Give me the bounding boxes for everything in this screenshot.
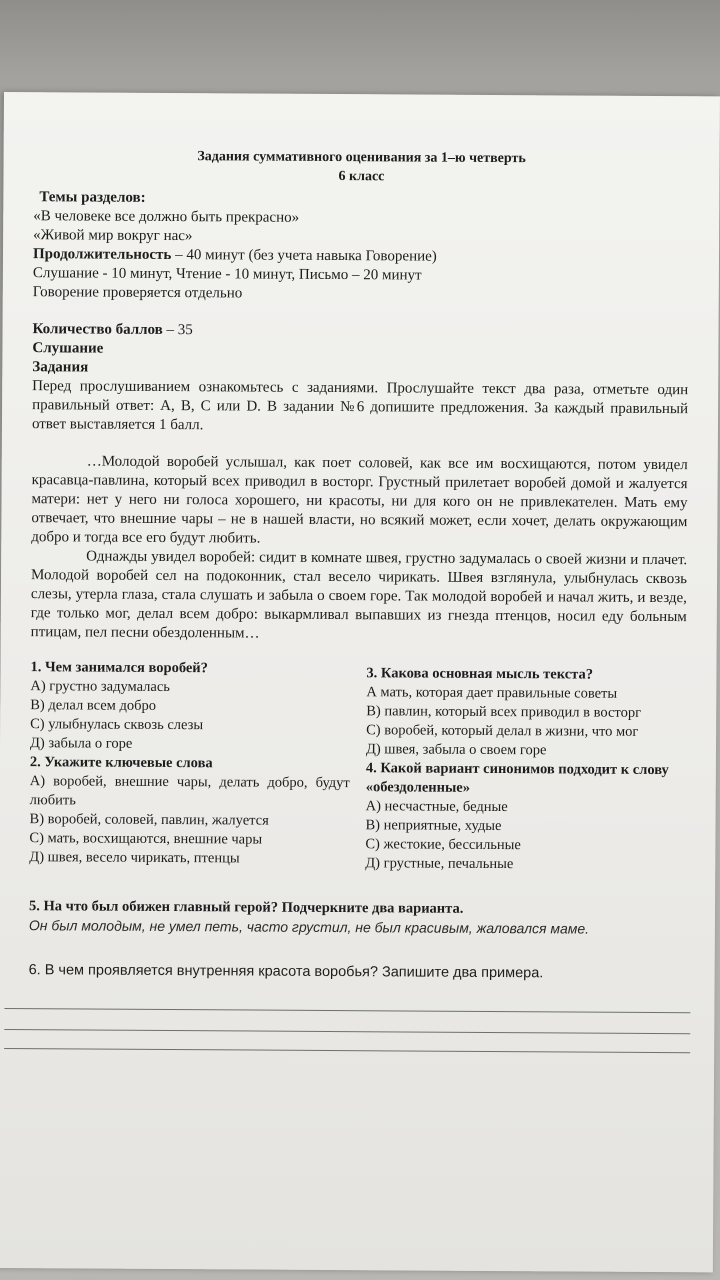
q4-option-a: А) несчастные, бедные — [365, 798, 508, 816]
q3-option-d: Д) швея, забыла о своем горе — [365, 741, 547, 759]
answer-line-1[interactable] — [4, 1008, 690, 1013]
score-text: – 35 — [162, 321, 193, 339]
score-line — [32, 320, 688, 343]
q5-answer-text: Он был молодым, не умел петь, часто грустил, не был красивым, жаловался маме. — [28, 917, 590, 937]
theme-2: «Живой мир вокруг нас» — [33, 227, 193, 245]
q2-option-b: В) воробей, соловей, павлин, жалуется — [29, 811, 269, 829]
title-line-2: 6 класс — [338, 169, 385, 185]
q1-option-b: В) делал всем добро — [30, 697, 157, 714]
questions-right-column — [349, 664, 686, 875]
q3-option-c: С) воробей, который делал в жизни, что мог — [366, 722, 639, 740]
duration-split: Слушание - 10 минут, Чтение - 10 минут, Письмо – 20 минут — [32, 265, 422, 284]
q4-question: 4. Какой вариант синонимов подходит к слову «обездоленные» — [365, 760, 669, 796]
q4-option-d: Д) грустные, печальные — [365, 855, 514, 873]
speaking-note: Говорение проверяется отдельно — [32, 284, 243, 302]
worksheet-content — [28, 146, 690, 1053]
q3-option-a: А мать, которая дает правильные советы — [366, 684, 618, 702]
q5-question: 5. На что был обижен главный герой? Подчеркните два варианта. — [28, 898, 464, 917]
answer-line-2[interactable] — [4, 1029, 690, 1034]
q1-option-c: С) улыбнулась сквозь слезы — [30, 716, 204, 734]
q2-question: 2. Укажите ключевые слова — [29, 754, 213, 772]
q4-option-c: С) жестокие, бессильные — [365, 836, 521, 854]
story-paragraph-2: Однажды увидел воробей: сидит в комнате швея, грустно задумалась о своей жизни и плачет. Молодой воробей сел на подоконник, стал весело чирикать. Швея взглянула, улыбнулась сквозь слезы, утерла глаза, стала слушать и забыла о своем горе. Так молодой воробей и начал жить, и везде, где только мог, делал всем добро: выкармливал выпавших из гнезда птенцов, носил еду больным птицам, пел песни обездоленным… — [30, 548, 688, 642]
title-line-1: Задания суммативного оценивания за 1–ю четверть — [197, 149, 526, 167]
story-paragraph-1: …Молодой воробей услышал, как поет соловей, как все им восхищаются, потом увидел красавца-павлина, который всех приводил в восторг. Грустный прилетает воробей домой и жалуется матери: нет у него ни голоса хорошего, ни красоты, ни для кого он не привлекателен. Мать ему отвечает, что внешние чары – не в нашей власти, но всякий может, если хочет, делать окружающим добро и тогда все его будут любить. — [31, 453, 688, 547]
duration-text: – 40 минут (без учета навыка Говорение) — [171, 247, 437, 265]
answer-line-3[interactable] — [4, 1048, 690, 1053]
q2-option-d: Д) швея, весело чирикать, птенцы — [29, 849, 240, 867]
q6-question: 6. В чем проявляется внутренняя красота воробья? Запишите два примера. — [28, 962, 544, 982]
q2-option-c: С) мать, восхищаются, внешние чары — [29, 830, 263, 848]
q1-question: 1. Чем занимался воробей? — [30, 659, 209, 677]
worksheet-paper — [0, 92, 720, 1272]
instructions: Перед прослушиванием ознакомьтесь с заданиями. Прослушайте текст два раза, отметьте один правильный ответ: A, B, C или D. В задании №6 допишите предложения. За каждый правильный ответ выставляется 1 балл. — [31, 378, 689, 434]
q1-option-a: А) грустно задумалась — [30, 678, 170, 696]
q1-option-d: Д) забыла о горе — [29, 735, 133, 752]
duration-label: Продолжительность — [32, 246, 172, 264]
score-label: Количество баллов — [32, 321, 163, 338]
q3-option-b: В) павлин, который всех приводил в восторг — [366, 703, 642, 721]
q2-option-a: А) воробей, внешние чары, делать добро, будут любить — [29, 773, 350, 809]
section-tasks: Задания — [32, 359, 89, 376]
q4-option-b: В) неприятные, худые — [365, 817, 502, 835]
section-listening: Слушание — [32, 340, 104, 357]
q3-question: 3. Какова основная мысль текста? — [366, 665, 594, 683]
theme-1: «В человеке все должно быть прекрасно» — [33, 208, 300, 226]
themes-label: Темы разделов: — [39, 189, 146, 206]
questions-left-column — [29, 658, 350, 873]
questions-columns — [29, 658, 686, 875]
